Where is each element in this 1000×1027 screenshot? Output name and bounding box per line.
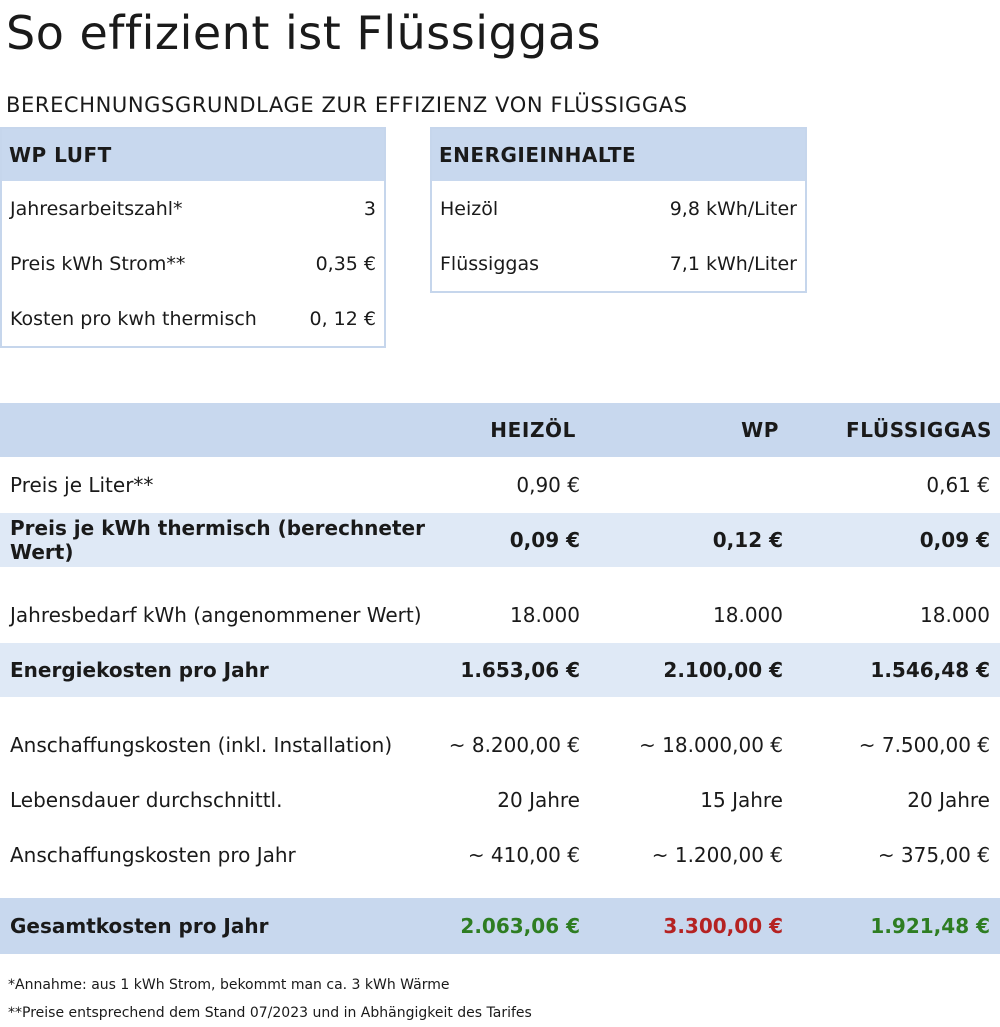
table-total-row bbox=[0, 898, 1000, 954]
wp-row-label: Jahresarbeitszahl* bbox=[10, 197, 183, 220]
cell-wp: ~ 18.000,00 € bbox=[639, 732, 783, 757]
cell-fluessiggas: ~ 375,00 € bbox=[877, 842, 990, 867]
table-row bbox=[0, 827, 1000, 882]
wp-row-value: 0,35 € bbox=[315, 252, 376, 275]
wp-row-value: 0, 12 € bbox=[309, 307, 376, 330]
cell-heizoel: ~ 410,00 € bbox=[467, 842, 580, 867]
cell-wp: 15 Jahre bbox=[700, 787, 783, 812]
cell-wp: 2.100,00 € bbox=[663, 658, 783, 682]
cell-fluessiggas: ~ 7.500,00 € bbox=[858, 732, 990, 757]
row-label: Energiekosten pro Jahr bbox=[10, 658, 269, 682]
cell-heizoel: 1.653,06 € bbox=[460, 658, 580, 682]
page-subtitle: BERECHNUNGSGRUNDLAGE ZUR EFFIZIENZ VON FLÜSSIGGAS bbox=[6, 93, 688, 117]
cell-heizoel: 20 Jahre bbox=[497, 787, 580, 812]
energy-row bbox=[432, 181, 805, 236]
cell-heizoel: 18.000 bbox=[510, 603, 580, 627]
table-row bbox=[0, 513, 1000, 567]
cell-wp: ~ 1.200,00 € bbox=[651, 842, 783, 867]
header-cell-fluessiggas: FLÜSSIGGAS bbox=[846, 418, 992, 442]
wp-row-value: 3 bbox=[363, 197, 376, 220]
energy-row bbox=[432, 236, 805, 291]
wp-row bbox=[2, 236, 384, 291]
row-spacer bbox=[0, 882, 1000, 898]
row-label: Preis je kWh thermisch (berechneter Wert) bbox=[10, 516, 425, 564]
comparison-table bbox=[0, 403, 1000, 954]
energy-content-heading: ENERGIEINHALTE bbox=[432, 129, 805, 181]
row-spacer bbox=[0, 697, 1000, 717]
table-header-row bbox=[0, 403, 1000, 457]
table-row bbox=[0, 587, 1000, 643]
cell-fluessiggas-total: 1.921,48 € bbox=[870, 914, 990, 938]
wp-row bbox=[2, 181, 384, 236]
footnote: **Preise entsprechend dem Stand 07/2023 und in Abhängigkeit des Tarifes bbox=[8, 1005, 532, 1021]
page-title: So effizient ist Flüssiggas bbox=[6, 6, 602, 60]
table-row bbox=[0, 717, 1000, 772]
row-label: Anschaffungskosten pro Jahr bbox=[10, 842, 296, 867]
cell-heizoel-total: 2.063,06 € bbox=[460, 914, 580, 938]
wp-luft-box bbox=[0, 127, 386, 348]
cell-wp-total: 3.300,00 € bbox=[663, 914, 783, 938]
cell-heizoel: 0,09 € bbox=[509, 528, 580, 552]
table-row bbox=[0, 643, 1000, 697]
row-label: Gesamtkosten pro Jahr bbox=[10, 914, 269, 938]
cell-heizoel: ~ 8.200,00 € bbox=[448, 732, 580, 757]
cell-fluessiggas: 0,61 € bbox=[926, 473, 990, 497]
row-label: Jahresbedarf kWh (angenommener Wert) bbox=[10, 603, 422, 627]
energy-row-value: 9,8 kWh/Liter bbox=[669, 197, 797, 220]
energy-row-label: Heizöl bbox=[440, 197, 499, 220]
row-spacer bbox=[0, 567, 1000, 587]
footnote: *Annahme: aus 1 kWh Strom, bekommt man ca. 3 kWh Wärme bbox=[8, 977, 450, 993]
wp-row-label: Kosten pro kwh thermisch bbox=[10, 307, 257, 330]
wp-row-label: Preis kWh Strom** bbox=[10, 252, 186, 275]
row-label: Lebensdauer durchschnittl. bbox=[10, 787, 283, 812]
row-label: Preis je Liter** bbox=[10, 473, 154, 497]
cell-wp: 0,12 € bbox=[712, 528, 783, 552]
cell-wp: 18.000 bbox=[713, 603, 783, 627]
cell-heizoel: 0,90 € bbox=[516, 473, 580, 497]
wp-row bbox=[2, 291, 384, 346]
wp-luft-heading: WP LUFT bbox=[2, 129, 384, 181]
cell-fluessiggas: 0,09 € bbox=[919, 528, 990, 552]
table-row bbox=[0, 457, 1000, 513]
cell-fluessiggas: 20 Jahre bbox=[907, 787, 990, 812]
row-label: Anschaffungskosten (inkl. Installation) bbox=[10, 732, 393, 757]
header-cell-wp: WP bbox=[741, 418, 779, 442]
header-cell-heizoel: HEIZÖL bbox=[490, 418, 576, 442]
cell-fluessiggas: 18.000 bbox=[920, 603, 990, 627]
energy-row-label: Flüssiggas bbox=[440, 252, 539, 275]
table-row bbox=[0, 772, 1000, 827]
energy-row-value: 7,1 kWh/Liter bbox=[669, 252, 797, 275]
cell-fluessiggas: 1.546,48 € bbox=[870, 658, 990, 682]
energy-content-box bbox=[430, 127, 807, 293]
